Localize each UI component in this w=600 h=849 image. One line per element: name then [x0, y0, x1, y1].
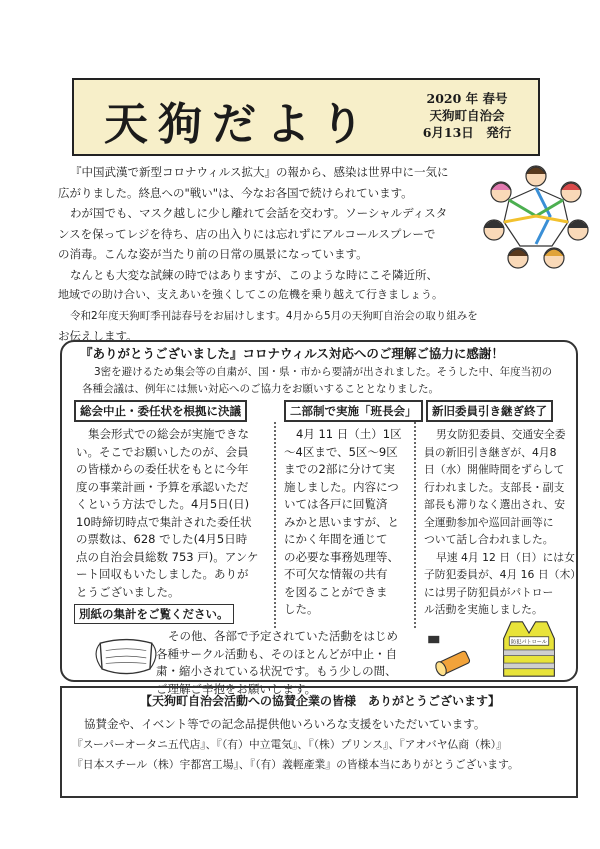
intro-line: 広がりました。終息への"戦い"は、今なお各国で続けられています。 [58, 185, 413, 200]
handover-text [424, 426, 582, 619]
col1-line: 点の自治会員総数 753 戸)。アンケ [76, 549, 259, 564]
col1-line: とうございました。 [76, 584, 180, 599]
col3-line: 男女防犯委員、交通安全委 [436, 428, 566, 441]
intro-line: 『中国武漢で新型コロナウィルス拡大』の報から、感染は世界中に一気に [70, 165, 449, 179]
thanks-section [60, 340, 582, 696]
flashlight-illustration [424, 634, 484, 680]
col3-line: 全運動参加や巡回計画等に [424, 515, 554, 529]
col1-line: の票数は、628 でした(4月5日時 [76, 532, 248, 546]
col3-line: 日（水）開催時間をずらして [424, 463, 565, 476]
col2-line: ～4区まで、5区～9区 [284, 444, 398, 459]
col2-line: を図ることができま [284, 584, 388, 599]
column-divider [414, 422, 416, 628]
issue-info [408, 90, 526, 141]
results-note: 別紙の集計をご覧ください。 [74, 604, 234, 624]
col1-line: 集会形式での総会が実施できな [88, 427, 249, 441]
col2-line: 不可欠な情報の共有 [284, 567, 388, 581]
sponsor-line: 『スーパーオータニ五代店』、『（有）中立電気』、『（株）プリンス』、『アオバヤ仏商（株）』 [72, 737, 507, 751]
sponsor-text [72, 714, 572, 776]
col1-line: 度の事業計画・予算を承認いただ [76, 479, 249, 494]
intro-line: わが国でも、マスク越しに少し離れて会話を交わす。ソーシャルディスタ [70, 206, 448, 220]
sponsor-line: 『日本スチール（株）宇都宮工場』、『（有）義輕產業』の皆様本当にありがとうございます。 [72, 758, 519, 771]
sponsor-heading: 【天狗町自治会活動への協賛企業の皆様 ありがとうございます】 [140, 694, 501, 708]
masthead [72, 78, 540, 156]
col2-line: にかく年間を通じて [284, 532, 388, 546]
safety-vest-illustration [494, 618, 564, 680]
people-circle-illustration [478, 158, 594, 274]
col2-line: 4月 11 日（土）1区 [296, 427, 402, 441]
issue-date: 6月13日 発行 [422, 125, 512, 140]
lead-line: 各種会議は、例年には無い対応へのご協力をお願いすることとなりました。 [82, 383, 439, 395]
col3-line: ついて話し合われました。 [424, 533, 554, 546]
sponsor-line: 協賛金や、イベント等での記念品提供他いろいろな支援をいただいています。 [84, 717, 486, 731]
leaders-meeting-heading: 二部制で実施「班長会」 [284, 400, 423, 422]
general-meeting-text [76, 426, 266, 601]
col1-line: 10時締切時点で集計された委任状 [76, 514, 252, 529]
general-meeting-heading: 総会中止・委任状を根拠に決議 [74, 400, 247, 422]
col1-line: くという方法でした。4月5日(日) [76, 497, 250, 511]
col2-line: みかと思いますが、と [284, 514, 399, 529]
issue-season: 2020 年 春号 [426, 91, 508, 106]
intro-line: の消毒。こんな姿が当たり前の日常の風景になっています。 [58, 247, 368, 261]
bottom-line: 粛・縮小されている状況です。もう少しの間、 [156, 664, 397, 678]
col3-line: 員の新旧引き継ぎが、4月8 [424, 445, 557, 459]
thanks-heading: 『ありがとうございました』コロナウィルス対応へのご理解ご協力に感謝！ [80, 346, 504, 361]
bottom-line: 各種サークル活動も、そのほとんどが中止・自 [156, 646, 398, 661]
handover-heading: 新旧委員引き継ぎ終了 [426, 400, 553, 422]
col2-line: した。 [284, 602, 319, 616]
intro-line: 令和2年度天狗町季刊誌春号をお届けします。4月から5月の天狗町自治会の取り組みを [70, 309, 478, 322]
thanks-lead [82, 364, 558, 398]
col3-line: 部長も滞りなく選出され、安 [424, 498, 566, 511]
column-divider [274, 422, 276, 628]
newsletter-title: 天狗だより [104, 99, 374, 150]
col2-line: いては各戸に回覧済 [284, 497, 388, 511]
sponsor-section [60, 686, 578, 798]
lead-line: 3密を避けるため集会等の自粛が、国・県・市から要請が出されました。そうした中、年度当初の [94, 366, 553, 378]
face-mask-illustration [86, 634, 166, 680]
col3-line: 早速 4月 12 日（日）には女 [436, 550, 575, 564]
bottom-line: その他、各部で予定されていた活動をはじめ [168, 629, 398, 643]
intro-line: 地域での助け合い、支えあいを強くしてこの危機を乗り越えて行きましょう。 [58, 288, 443, 301]
intro-line: お伝えします。 [58, 329, 138, 343]
intro-line: ンスを保ってレジを待ち、店の出入りには忘れずにアルコールスプレーで [58, 226, 436, 241]
intro-line: なんとも大変な試練の時ではありますが、このような時にこそ隣近所、 [70, 267, 438, 282]
col3-line: 行われました。支部長・副支 [424, 480, 565, 494]
col2-line: までの2部に分けて実 [284, 462, 395, 476]
leaders-meeting-text [284, 426, 408, 619]
col1-line: の皆様からの委任状をもとに今年 [76, 462, 249, 476]
intro-text [58, 162, 478, 347]
col2-line: 施しました。内容につ [284, 479, 399, 494]
col1-line: ート回収もいたしました。ありが [76, 567, 249, 581]
col3-line: には男子防犯員がパトロー [424, 585, 554, 599]
bottom-line: ご理解ご辛抱をお願いします。 [156, 681, 317, 696]
issue-publisher: 天狗町自治会 [429, 108, 505, 123]
col2-line: の必要な事務処理等、 [284, 549, 399, 564]
vest-label: 防犯パトロール [511, 639, 547, 646]
col1-line: い。そこでお願いしたのが、会員 [76, 444, 249, 459]
col3-line: 子防犯委員が、4月 16 日（木） [424, 568, 582, 581]
col3-line: ル活動を実施しました。 [424, 603, 543, 616]
